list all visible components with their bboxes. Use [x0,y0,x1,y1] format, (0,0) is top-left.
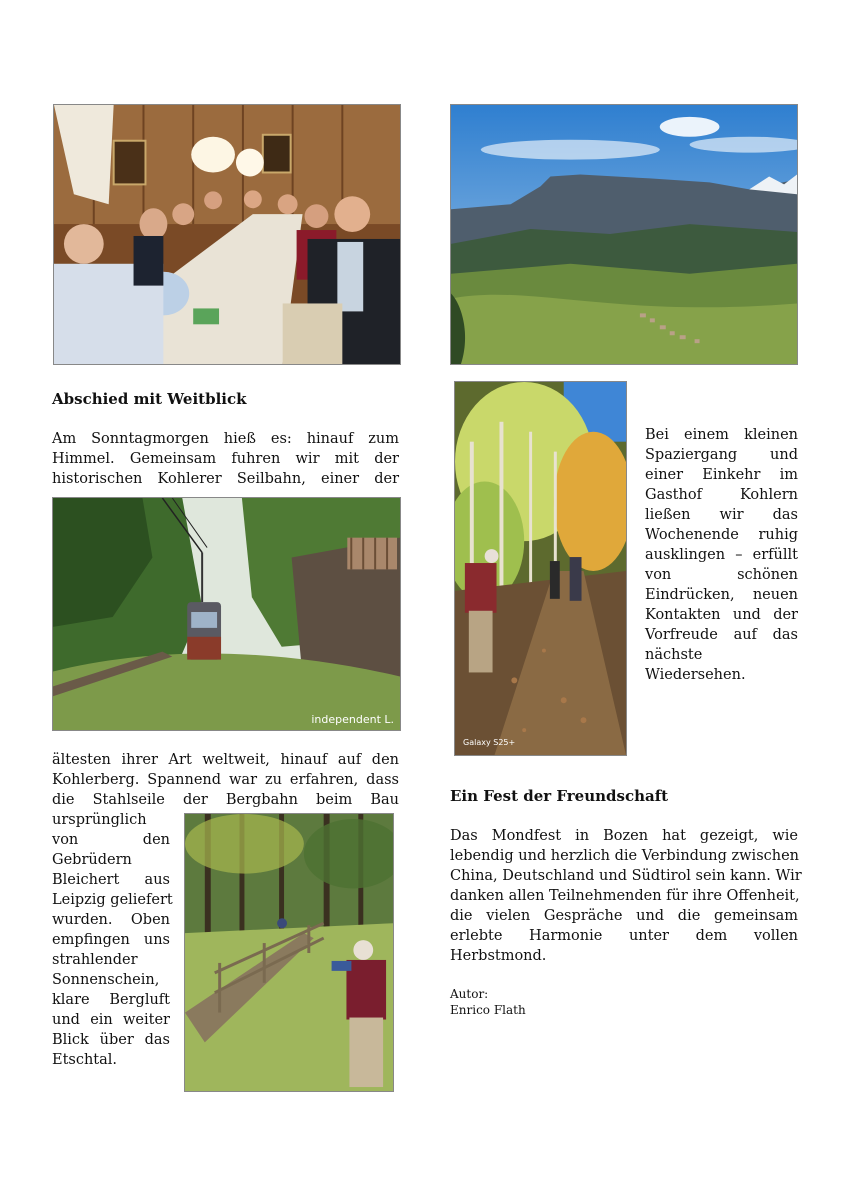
text-line: Etschtal. [52,1052,118,1068]
text-line: Gasthof Kohlern [645,487,798,503]
text-line: China, Deutschland und Südtirol sein kann. Wir [450,868,802,884]
text-line: nächste [645,647,703,663]
paragraph-bleichert-narrow [52,810,173,1070]
photo-forest-fence-path [184,813,394,1092]
text-line: von schönen [645,567,798,583]
text-line: Vorfreude auf das [645,627,798,643]
text-line: einer Einkehr im [645,467,798,483]
text-line: lebendig und herzlich die Verbindung zwischen [450,848,800,864]
text-line: erlebte Harmonie unter dem vollen [450,928,798,944]
text-line: Das Mondfest in Bozen hat gezeigt, wie [450,828,798,844]
text-line: Leipzig geliefert [52,892,173,908]
paragraph-cable-history [52,750,399,810]
text-line: Gebrüdern [52,852,132,868]
text-line: die vielen Gespräche und die gemeinsam [450,908,798,924]
text-line: die Stahlseile der Bergbahn beim Bau [52,792,399,808]
text-line: empfingen uns [52,932,170,948]
text-line: strahlender [52,952,138,968]
paragraph-walk-gasthof [645,425,798,685]
text-line: klare Bergluft [52,992,170,1008]
section-heading-friendship: Ein Fest der Freundschaft [450,787,669,805]
paragraph-cable-car-intro [52,429,399,489]
text-line: Spaziergang und [645,447,798,463]
text-line: Bei einem kleinen [645,427,798,443]
text-line: Bleichert aus [52,872,170,888]
text-line: danken allen Teilnehmenden für ihre Offenheit, [450,888,800,904]
text-line: von den [52,832,170,848]
text-line: ließen wir das [645,507,798,523]
photo-watermark: independent L. [311,713,394,726]
text-line: und ein weiter [52,1012,170,1028]
text-line: historischen Kohlerer Seilbahn, einer der [52,471,399,487]
text-line: ursprünglich [52,812,147,828]
text-line: Am Sonntagmorgen hieß es: hinauf zum [52,431,399,447]
photo-cable-car [52,497,401,731]
section-heading-farewell: Abschied mit Weitblick [52,390,247,408]
text-line: Himmel. Gemeinsam fuhren wir mit der [52,451,399,467]
author-name: Enrico Flath [450,1003,526,1017]
text-line: Eindrücken, neuen [645,587,798,603]
author-block [450,986,526,1018]
photo-dinner-table [53,104,401,365]
paragraph-mondfest [450,826,802,966]
author-label: Autor: [450,987,489,1001]
photo-autumn-forest-walk [454,381,627,756]
text-line: Herbstmond. [450,948,547,964]
photo-watermark: Galaxy S25+ [463,738,516,747]
text-line: ältesten ihrer Art weltweit, hinauf auf den [52,752,399,768]
text-line: ausklingen – erfüllt [645,547,798,563]
text-line: Blick über das [52,1032,170,1048]
text-line: Kontakten und der [645,607,798,623]
photo-mountain-panorama [450,104,798,365]
text-line: Kohlerberg. Spannend war zu erfahren, dass [52,772,399,788]
text-line: Wochenende ruhig [645,527,798,543]
text-line: Sonnenschein, [52,972,160,988]
text-line: Wiedersehen. [645,667,746,683]
text-line: wurden. Oben [52,912,170,928]
